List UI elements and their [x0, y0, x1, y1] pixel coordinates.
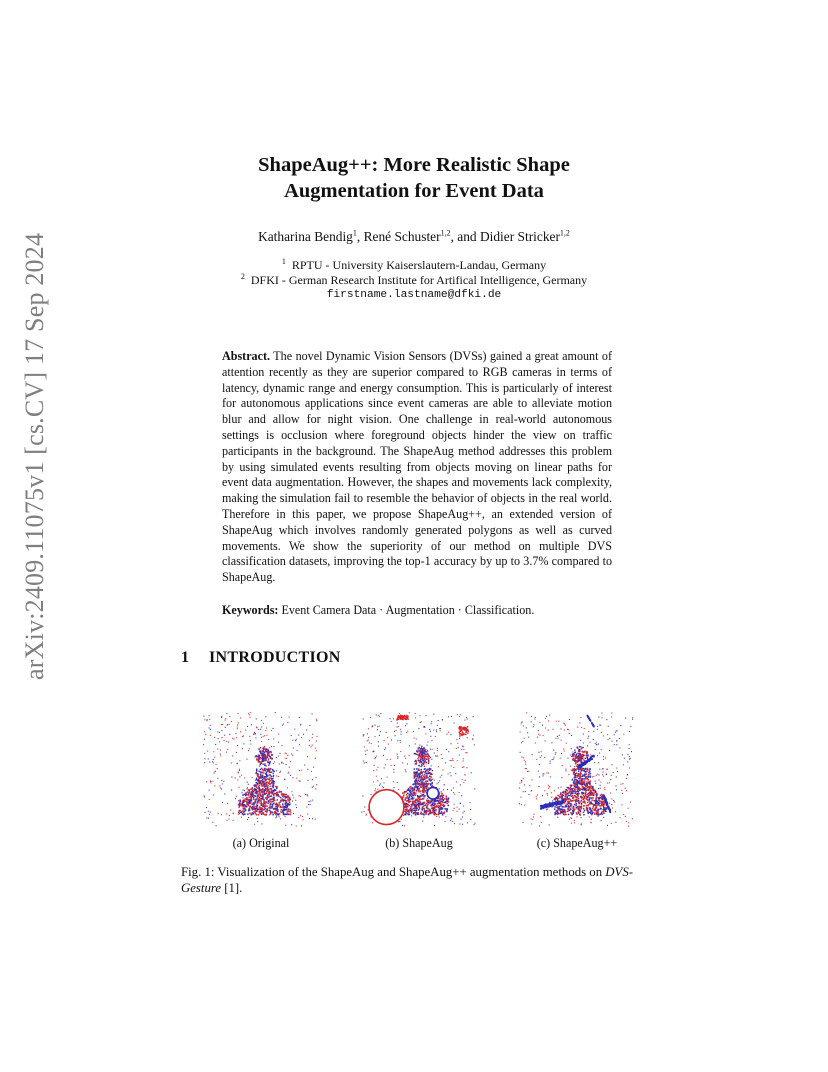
author-name: Katharina Bendig [258, 229, 353, 244]
author-affiliation-mark: 1 [352, 228, 357, 238]
subfigure-caption: (b) ShapeAug [385, 836, 453, 850]
author-name: Didier Stricker [479, 229, 560, 244]
event-image-original [203, 712, 319, 828]
title-line-1: ShapeAug++: More Realistic Shape [258, 154, 570, 176]
abstract-label: Abstract. [222, 349, 271, 363]
affiliation-text: DFKI - German Research Institute for Artifical Intelligence, Germany [250, 273, 588, 287]
subfigure-caption: (c) ShapeAug++ [536, 836, 618, 850]
contact-email: firstname.lastname@dfki.de [326, 289, 502, 301]
event-scatter-shapeaug [361, 712, 477, 828]
event-scatter-original [203, 712, 319, 828]
figure-caption-text: Fig. 1: Visualization of the ShapeAug and ShapeAug++ augmentation methods on [181, 865, 606, 879]
event-scatter-shapeaugpp [519, 712, 635, 828]
abstract [222, 349, 612, 586]
author-list [0, 229, 828, 245]
section-heading [181, 649, 341, 667]
paper-title [0, 152, 828, 204]
author-affiliation-mark: 1,2 [440, 228, 451, 238]
keywords-text: Event Camera Data · Augmentation · Classification. [281, 603, 535, 617]
event-image-shapeaug [361, 712, 477, 828]
author-separator: , and [450, 229, 480, 244]
author-affiliation-mark: 1,2 [559, 228, 570, 238]
abstract-text: The novel Dynamic Vision Sensors (DVSs) gained a great amount of attention recently as they are superior compared to RGB cameras in terms of latency, dynamic range and energy consumption. This is particularly of interest for autonomous applications since event cameras are able to alleviate motion blur and allow for night vision. One challenge in real-world autonomous settings is occlusion where foreground objects hinder the view on traffic participants in the background. The ShapeAug method addresses this problem by using simulated events resulting from objects moving on linear paths for event data augmentation. However, the shapes and movements lack complexity, making the simulation fail to resemble the behavior of objects in the real world. Therefore in this paper, we propose ShapeAug++, an extended version of ShapeAug which involves randomly generated polygons as well as curved movements. We show the superiority of our method on multiple DVS classification datasets, improving the top-1 accuracy by up to 3.7% compared to ShapeAug. [222, 349, 613, 585]
author-separator: , [356, 229, 364, 244]
section-title: INTRODUCTION [209, 649, 341, 666]
figure-caption-citation: [1]. [221, 881, 243, 895]
title-line-2: Augmentation for Event Data [284, 180, 544, 202]
affiliation-mark: 2 [240, 272, 245, 281]
affiliations [0, 258, 828, 303]
author-name: René Schuster [363, 229, 441, 244]
affiliation-text: RPTU - University Kaiserslautern-Landau, Germany [291, 258, 547, 272]
figure-caption [181, 864, 661, 896]
keywords-label: Keywords: [222, 603, 279, 617]
affiliation-mark: 1 [281, 257, 286, 266]
event-image-shapeaugpp [519, 712, 635, 828]
arxiv-identifier: arXiv:2409.11075v1 [cs.CV] 17 Sep 2024 [20, 232, 49, 680]
keywords [222, 603, 612, 618]
section-number: 1 [181, 649, 190, 666]
affiliation-line [0, 273, 828, 288]
subfigure-caption: (a) Original [232, 836, 290, 850]
dataset-name: DVS-Gesture [181, 865, 634, 895]
affiliation-line [0, 258, 828, 273]
